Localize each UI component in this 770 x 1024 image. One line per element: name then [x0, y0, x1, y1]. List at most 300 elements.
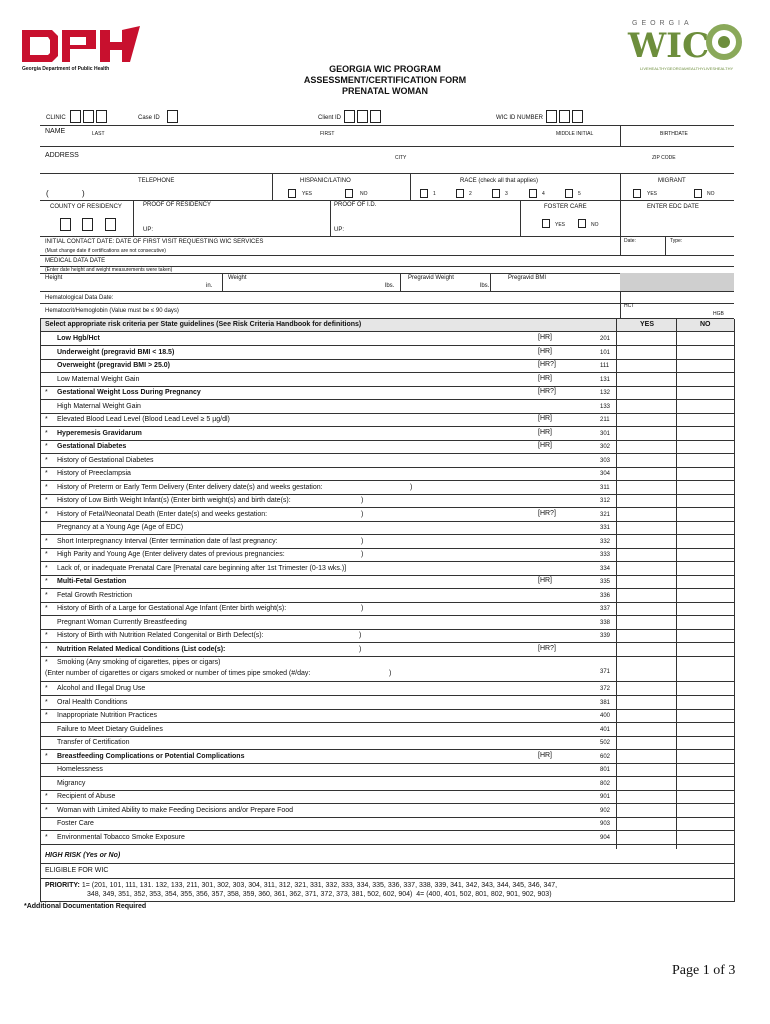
foster-yes-checkbox[interactable]: [542, 219, 550, 228]
high-risk-label: HIGH RISK (Yes or No): [45, 852, 121, 859]
risk-code: 337: [600, 606, 611, 612]
risk-code: 131: [600, 376, 611, 383]
risk-row: [40, 481, 734, 495]
race-opt-4: 4: [542, 191, 545, 197]
risk-code: 802: [600, 780, 611, 787]
name-label: NAME: [45, 128, 66, 135]
priority-label: PRIORITY:: [45, 882, 80, 889]
smoking-star: *: [45, 659, 48, 666]
race-1-checkbox[interactable]: [420, 189, 428, 198]
risk-star: *: [45, 632, 48, 639]
risk-star: *: [45, 645, 48, 653]
risk-label: Gestational Diabetes: [57, 443, 127, 450]
risk-label: Multi-Fetal Gestation: [57, 578, 127, 585]
wic-state: GEORGIA: [632, 20, 693, 27]
migrant-no: NO: [707, 191, 715, 197]
foster-yes: YES: [555, 222, 566, 228]
risk-code: 338: [600, 619, 611, 626]
proof-residency-up: UP:: [143, 227, 154, 233]
risk-label: Gestational Weight Loss During Pregnancy: [57, 389, 201, 396]
risk-hr-flag: [HR]: [538, 347, 552, 355]
risk-star: *: [45, 456, 48, 464]
risk-code: 903: [600, 821, 611, 827]
risk-hr-flag: [HR?]: [538, 388, 556, 395]
risk-label: Woman with Limited Ability to make Feeding Decisions and/or Prepare Food: [57, 806, 294, 814]
risk-yes-cell[interactable]: [617, 682, 676, 695]
risk-star: *: [45, 806, 48, 814]
risk-no-cell[interactable]: [677, 696, 734, 709]
heme-date-label: Hematological Data Date:: [45, 295, 114, 301]
dph-logo: [22, 26, 140, 64]
risk-paren: ): [361, 497, 364, 504]
risk-no-cell[interactable]: [677, 562, 734, 575]
risk-no-cell[interactable]: [677, 589, 734, 602]
shaded-cell: [620, 273, 734, 291]
risk-no-cell[interactable]: [677, 386, 734, 399]
risk-label: Migrancy: [57, 779, 86, 787]
risk-yes-cell[interactable]: [617, 346, 676, 359]
risk-star: *: [45, 793, 48, 800]
height-unit: in.: [206, 283, 213, 289]
risk-code: 339: [600, 633, 611, 639]
eligible-label: ELIGIBLE FOR WIC: [45, 867, 109, 874]
risk-no-cell[interactable]: [677, 723, 734, 736]
risk-no-cell[interactable]: [677, 777, 734, 790]
foster-care-label: FOSTER CARE: [544, 204, 587, 210]
height-label: Height: [45, 275, 63, 281]
risk-yes-cell[interactable]: [617, 548, 676, 561]
proof-id-label: PROOF OF I.D.: [334, 202, 377, 208]
risk-row: [40, 413, 734, 427]
risk-star: *: [45, 685, 48, 692]
risk-hr-flag: [HR]: [538, 751, 552, 759]
risk-no-cell[interactable]: [677, 521, 734, 534]
risk-row: [40, 682, 734, 696]
risk-paren: ): [410, 483, 413, 491]
risk-row: [40, 777, 734, 791]
risk-code: 901: [600, 794, 611, 800]
risk-label: History of Birth with Nutrition Related Congenital or Birth Defect(s):: [57, 632, 264, 639]
contact-type-label: Type:: [670, 238, 683, 244]
risk-yes-cell[interactable]: [617, 804, 676, 817]
risk-code: 401: [600, 726, 611, 733]
pregravid-weight-unit: lbs.: [480, 283, 490, 289]
risk-no-cell[interactable]: [677, 643, 734, 656]
risk-code: 381: [600, 699, 611, 706]
risk-no-cell[interactable]: [677, 817, 734, 830]
risk-row: [40, 589, 734, 603]
initial-contact-label: INITIAL CONTACT DATE: DATE OF FIRST VISIT REQUESTING WIC SERVICES: [45, 239, 264, 245]
smoking-row: [40, 656, 734, 682]
smoking-line-2: (Enter number of cigarettes or cigars smoked or number of times pipe smoked (#/day:: [45, 670, 311, 677]
risk-label: Low Hgb/Hct: [57, 335, 100, 342]
risk-row: [40, 616, 734, 630]
risk-yes-cell[interactable]: [617, 790, 676, 803]
risk-row: [40, 804, 734, 818]
risk-row: [40, 575, 734, 589]
risk-star: *: [45, 605, 48, 612]
race-opt-1: 1: [433, 191, 436, 197]
risk-label: Low Maternal Weight Gain: [57, 375, 140, 383]
first-label: FIRST: [320, 131, 335, 137]
hispanic-no-checkbox[interactable]: [345, 189, 353, 198]
risk-star: *: [45, 591, 48, 599]
risk-no-cell[interactable]: [677, 481, 734, 494]
risk-code: 303: [600, 457, 611, 464]
county-box-3[interactable]: [105, 218, 116, 231]
risk-paren: ): [359, 632, 362, 639]
risk-hr-flag: [HR?]: [538, 644, 556, 652]
risk-hr-flag: [HR]: [538, 442, 552, 449]
initial-contact-note: (Must change date if certifications are not consecutive): [45, 248, 166, 254]
risk-no-cell[interactable]: [677, 332, 734, 345]
edc-label: ENTER EDC DATE: [647, 204, 699, 210]
risk-no-cell[interactable]: [677, 400, 734, 413]
weight-label: Weight: [228, 275, 247, 281]
hgb-label: HGB: [713, 311, 724, 317]
middle-initial-label: MIDDLE INITIAL: [556, 131, 594, 137]
title-line-1: GEORGIA WIC PROGRAM: [329, 64, 441, 74]
risk-row: [40, 467, 734, 481]
risk-no-cell[interactable]: [677, 709, 734, 722]
risk-hr-flag: [HR]: [538, 415, 552, 422]
risk-code: 201: [600, 336, 611, 342]
smoking-paren: ): [389, 670, 392, 677]
client-id-label: Client ID: [318, 115, 342, 121]
case-id-box[interactable]: [167, 110, 178, 123]
wic-id-box-3[interactable]: [572, 110, 583, 123]
risk-code: 321: [600, 511, 611, 518]
risk-yes-cell[interactable]: [617, 359, 676, 372]
wic-tagline: LIVEHEALTHYGEORGIAHEALTHYLIVESHEALTHY: [640, 66, 734, 71]
race-5-checkbox[interactable]: [565, 189, 573, 198]
risk-label: Transfer of Certification: [57, 739, 130, 746]
risk-code: 304: [600, 471, 611, 477]
risk-yes-cell[interactable]: [617, 763, 676, 776]
race-4-checkbox[interactable]: [529, 189, 537, 198]
risk-code: 331: [600, 525, 611, 531]
risk-label: Inappropriate Nutrition Practices: [57, 712, 157, 719]
risk-label: Environmental Tobacco Smoke Exposure: [57, 833, 185, 841]
risk-label: History of Fetal/Neonatal Death (Enter date(s) and weeks gestation:: [57, 510, 268, 518]
risk-no-cell[interactable]: [677, 750, 734, 763]
risk-no-cell[interactable]: [677, 548, 734, 561]
risk-yes-cell[interactable]: [617, 709, 676, 722]
risk-no-cell[interactable]: [677, 790, 734, 803]
risk-code: 336: [600, 592, 611, 599]
risk-label: History of Birth of a Large for Gestational Age Infant (Enter birth weight(s):: [57, 605, 287, 612]
risk-code: 101: [600, 349, 611, 356]
risk-paren: ): [361, 510, 364, 518]
county-box-2[interactable]: [82, 218, 93, 231]
proof-id-up: UP:: [334, 227, 345, 233]
clinic-label: CLINIC: [46, 115, 66, 121]
risk-row: [40, 817, 734, 831]
risk-label: High Parity and Young Age (Enter delivery dates of previous pregnancies:: [57, 551, 285, 558]
risk-row: [40, 346, 734, 360]
risk-star: *: [45, 510, 48, 518]
form-title: [0, 64, 770, 97]
risk-code: 311: [600, 484, 610, 491]
contact-date-label: Date:: [624, 238, 636, 244]
client-id-box-3[interactable]: [370, 110, 381, 123]
wic-id-box-2[interactable]: [559, 110, 570, 123]
address-label: ADDRESS: [45, 152, 79, 159]
title-line-2: ASSESSMENT/CERTIFICATION FORM: [303, 75, 467, 85]
race-opt-5: 5: [578, 191, 581, 197]
risk-yes-cell[interactable]: [617, 589, 676, 602]
risk-row: [40, 723, 734, 737]
risk-hr-flag: [HR]: [538, 577, 552, 584]
risk-code: 301: [600, 430, 611, 437]
hispanic-yes: YES: [302, 191, 313, 197]
risk-yes-cell[interactable]: [617, 723, 676, 736]
risk-yes-cell[interactable]: [617, 440, 676, 453]
risk-label: Lack of, or inadequate Prenatal Care [Prenatal care beginning after 1st Trimester (0-13 wks.)]: [57, 564, 347, 572]
risk-code: 132: [600, 390, 611, 396]
risk-code: 400: [600, 713, 611, 719]
risk-row: [40, 521, 734, 535]
risk-header-no: NO: [700, 321, 711, 328]
risk-label: Failure to Meet Dietary Guidelines: [57, 725, 163, 733]
risk-paren: ): [361, 537, 364, 545]
race-2-checkbox[interactable]: [456, 189, 464, 198]
risk-star: *: [45, 833, 48, 841]
risk-label: Nutrition Related Medical Conditions (List code(s):: [57, 645, 226, 653]
risk-yes-cell[interactable]: [617, 696, 676, 709]
risk-row: [40, 736, 734, 750]
risk-star: *: [45, 443, 48, 450]
risk-no-cell[interactable]: [677, 440, 734, 453]
client-id-box-1[interactable]: [344, 110, 355, 123]
county-label: COUNTY OF RESIDENCY: [50, 204, 122, 210]
risk-hr-flag: [HR?]: [538, 509, 556, 517]
hispanic-yes-checkbox[interactable]: [288, 189, 296, 198]
risk-row: [40, 386, 734, 400]
risk-no-cell[interactable]: [677, 736, 734, 749]
risk-header-title: Select appropriate risk criteria per State guidelines (See Risk Criteria Handbook for definitions): [45, 321, 362, 328]
risk-no-cell[interactable]: [677, 682, 734, 695]
risk-yes-cell[interactable]: [617, 777, 676, 790]
risk-row: [40, 831, 734, 845]
clinic-box-1[interactable]: [70, 110, 81, 123]
risk-yes-cell[interactable]: [617, 602, 676, 615]
risk-no-cell[interactable]: [677, 763, 734, 776]
wic-baby-icon: [706, 24, 742, 60]
risk-no-cell[interactable]: [677, 413, 734, 426]
migrant-label: MIGRANT: [658, 178, 686, 184]
risk-star: *: [45, 578, 48, 585]
risk-code: 332: [600, 538, 611, 545]
risk-yes-cell[interactable]: [617, 454, 676, 467]
risk-yes-cell[interactable]: [617, 817, 676, 830]
phone-paren-open: (: [46, 189, 49, 198]
risk-row: [40, 400, 734, 414]
risk-no-cell[interactable]: [677, 575, 734, 588]
risk-label: Oral Health Conditions: [57, 698, 128, 706]
risk-no-cell[interactable]: [677, 467, 734, 480]
risk-label: Elevated Blood Lead Level (Blood Lead Level ≥ 5 µg/dl): [57, 416, 230, 423]
wic-logo-text: WIC: [628, 26, 710, 66]
risk-yes-cell[interactable]: [617, 562, 676, 575]
risk-label: History of Preterm or Early Term Delivery (Enter delivery date(s) and weeks gestation:: [57, 483, 323, 491]
risk-code: 333: [600, 552, 611, 558]
risk-label: Hyperemesis Gravidarum: [57, 429, 142, 437]
risk-label: Breastfeeding Complications or Potential Complications: [57, 752, 245, 760]
risk-code: 801: [600, 767, 611, 773]
risk-label: Underweight (pregravid BMI < 18.5): [57, 348, 175, 356]
last-label: LAST: [92, 131, 105, 137]
hct-label: HCT: [624, 303, 635, 309]
risk-label: Overweight (pregravid BMI > 25.0): [57, 362, 171, 369]
weight-unit: lbs.: [385, 283, 395, 289]
priority-block: [45, 881, 735, 899]
risk-code: 602: [600, 753, 611, 760]
risk-row: [40, 790, 734, 804]
foster-no-checkbox[interactable]: [578, 219, 586, 228]
zip-label: ZIP CODE: [652, 155, 676, 161]
risk-row: [40, 508, 734, 522]
risk-row: [40, 440, 734, 454]
smoking-code: 371: [600, 669, 611, 675]
risk-code: 211: [600, 417, 610, 423]
risk-hr-flag: [HR]: [538, 334, 552, 341]
risk-hr-flag: [HR?]: [538, 361, 556, 368]
risk-paren: ): [361, 605, 364, 612]
phone-paren-close: ): [82, 189, 85, 198]
risk-yes-cell[interactable]: [617, 467, 676, 480]
risk-star: *: [45, 470, 48, 477]
risk-yes-cell[interactable]: [617, 427, 676, 440]
risk-row: [40, 750, 734, 764]
risk-row: [40, 535, 734, 549]
risk-code: 904: [600, 834, 611, 841]
hispanic-label: HISPANIC/LATINO: [300, 178, 351, 184]
birthdate-label: BIRTHDATE: [660, 131, 688, 137]
risk-label: History of Gestational Diabetes: [57, 456, 154, 464]
telephone-label: TELEPHONE: [138, 178, 175, 184]
risk-star: *: [45, 698, 48, 706]
risk-yes-cell[interactable]: [617, 616, 676, 629]
risk-yes-cell[interactable]: [617, 332, 676, 345]
risk-yes-cell[interactable]: [617, 400, 676, 413]
risk-no-cell[interactable]: [677, 427, 734, 440]
migrant-yes-checkbox[interactable]: [633, 189, 641, 198]
risk-row: [40, 548, 734, 562]
risk-no-cell[interactable]: [677, 346, 734, 359]
risk-row: [40, 696, 734, 710]
risk-no-cell[interactable]: [677, 454, 734, 467]
risk-yes-cell[interactable]: [617, 373, 676, 386]
risk-hr-flag: [HR]: [538, 374, 552, 382]
risk-yes-cell[interactable]: [617, 494, 676, 507]
risk-yes-cell[interactable]: [617, 750, 676, 763]
medical-note: (Enter date height and weight measurements were taken): [45, 267, 173, 273]
risk-yes-cell[interactable]: [617, 643, 676, 656]
risk-no-cell[interactable]: [677, 359, 734, 372]
risk-yes-cell[interactable]: [617, 386, 676, 399]
risk-no-cell[interactable]: [677, 804, 734, 817]
risk-row: [40, 763, 734, 777]
foster-no: NO: [591, 222, 599, 228]
risk-code: 372: [600, 686, 611, 692]
risk-row: [40, 709, 734, 723]
wic-id-box-1[interactable]: [546, 110, 557, 123]
risk-code: 133: [600, 403, 611, 410]
risk-row: [40, 562, 734, 576]
risk-yes-cell[interactable]: [617, 521, 676, 534]
pregravid-weight-label: Pregravid Weight: [408, 275, 454, 281]
risk-star: *: [45, 712, 48, 719]
migrant-yes: YES: [647, 191, 658, 197]
risk-no-cell[interactable]: [677, 494, 734, 507]
proof-residency-label: PROOF OF RESIDENCY: [143, 202, 212, 208]
heme-label: Hematocrit/Hemoglobin (Value must be ≤ 90 days): [45, 308, 179, 314]
case-id-label: Case ID: [138, 115, 160, 121]
risk-label: Fetal Growth Restriction: [57, 591, 133, 599]
smoking-line-1: Smoking (Any smoking of cigarettes, pipes or cigars): [57, 659, 221, 666]
risk-no-cell[interactable]: [677, 373, 734, 386]
risk-label: History of Low Birth Weight Infant(s) (Enter birth weight(s) and birth date(s):: [57, 497, 291, 504]
risk-star: *: [45, 752, 48, 760]
risk-yes-cell[interactable]: [617, 481, 676, 494]
risk-hr-flag: [HR]: [538, 428, 552, 436]
pregravid-bmi-label: Pregravid BMI: [508, 275, 547, 281]
risk-yes-cell[interactable]: [617, 629, 676, 642]
priority-4: 4= (400, 401, 502, 801, 802, 901, 902, 903): [416, 891, 552, 898]
race-opt-2: 2: [469, 191, 472, 197]
risk-yes-cell[interactable]: [617, 413, 676, 426]
city-label: CITY: [395, 155, 407, 161]
race-3-checkbox[interactable]: [492, 189, 500, 198]
risk-star: *: [45, 537, 48, 545]
county-box-1[interactable]: [60, 218, 71, 231]
risk-no-cell[interactable]: [677, 602, 734, 615]
risk-label: Recipient of Abuse: [57, 793, 116, 800]
risk-no-cell[interactable]: [677, 831, 734, 844]
risk-no-cell[interactable]: [677, 508, 734, 521]
dph-logo-mark: [22, 26, 140, 64]
risk-star: *: [45, 416, 48, 423]
risk-code: 902: [600, 807, 611, 814]
risk-yes-cell[interactable]: [617, 575, 676, 588]
risk-no-cell[interactable]: [677, 616, 734, 629]
risk-row: [40, 643, 734, 657]
risk-yes-cell[interactable]: [617, 508, 676, 521]
risk-yes-cell[interactable]: [617, 736, 676, 749]
risk-row: [40, 332, 734, 346]
client-id-box-2[interactable]: [357, 110, 368, 123]
risk-code: 334: [600, 565, 611, 572]
risk-yes-cell[interactable]: [617, 535, 676, 548]
clinic-box-2[interactable]: [83, 110, 94, 123]
risk-row: [40, 494, 734, 508]
page-number: Page 1 of 3: [672, 963, 736, 978]
risk-star: *: [45, 551, 48, 558]
risk-star: *: [45, 564, 48, 572]
additional-doc-note: *Additional Documentation Required: [24, 903, 147, 910]
migrant-no-checkbox[interactable]: [694, 189, 702, 198]
risk-no-cell[interactable]: [677, 535, 734, 548]
priority-2: 348, 349, 351, 352, 353, 354, 355, 356, 357, 358, 359, 360, 361, 362, 371, 372, 373, 381, 502, 602, 904): [87, 891, 413, 898]
risk-no-cell[interactable]: [677, 629, 734, 642]
clinic-box-3[interactable]: [96, 110, 107, 123]
risk-label: Homelessness: [57, 766, 103, 773]
risk-star: *: [45, 483, 48, 491]
risk-row: [40, 629, 734, 643]
risk-yes-cell[interactable]: [617, 831, 676, 844]
risk-label: Pregnancy at a Young Age (Age of EDC): [57, 524, 184, 531]
